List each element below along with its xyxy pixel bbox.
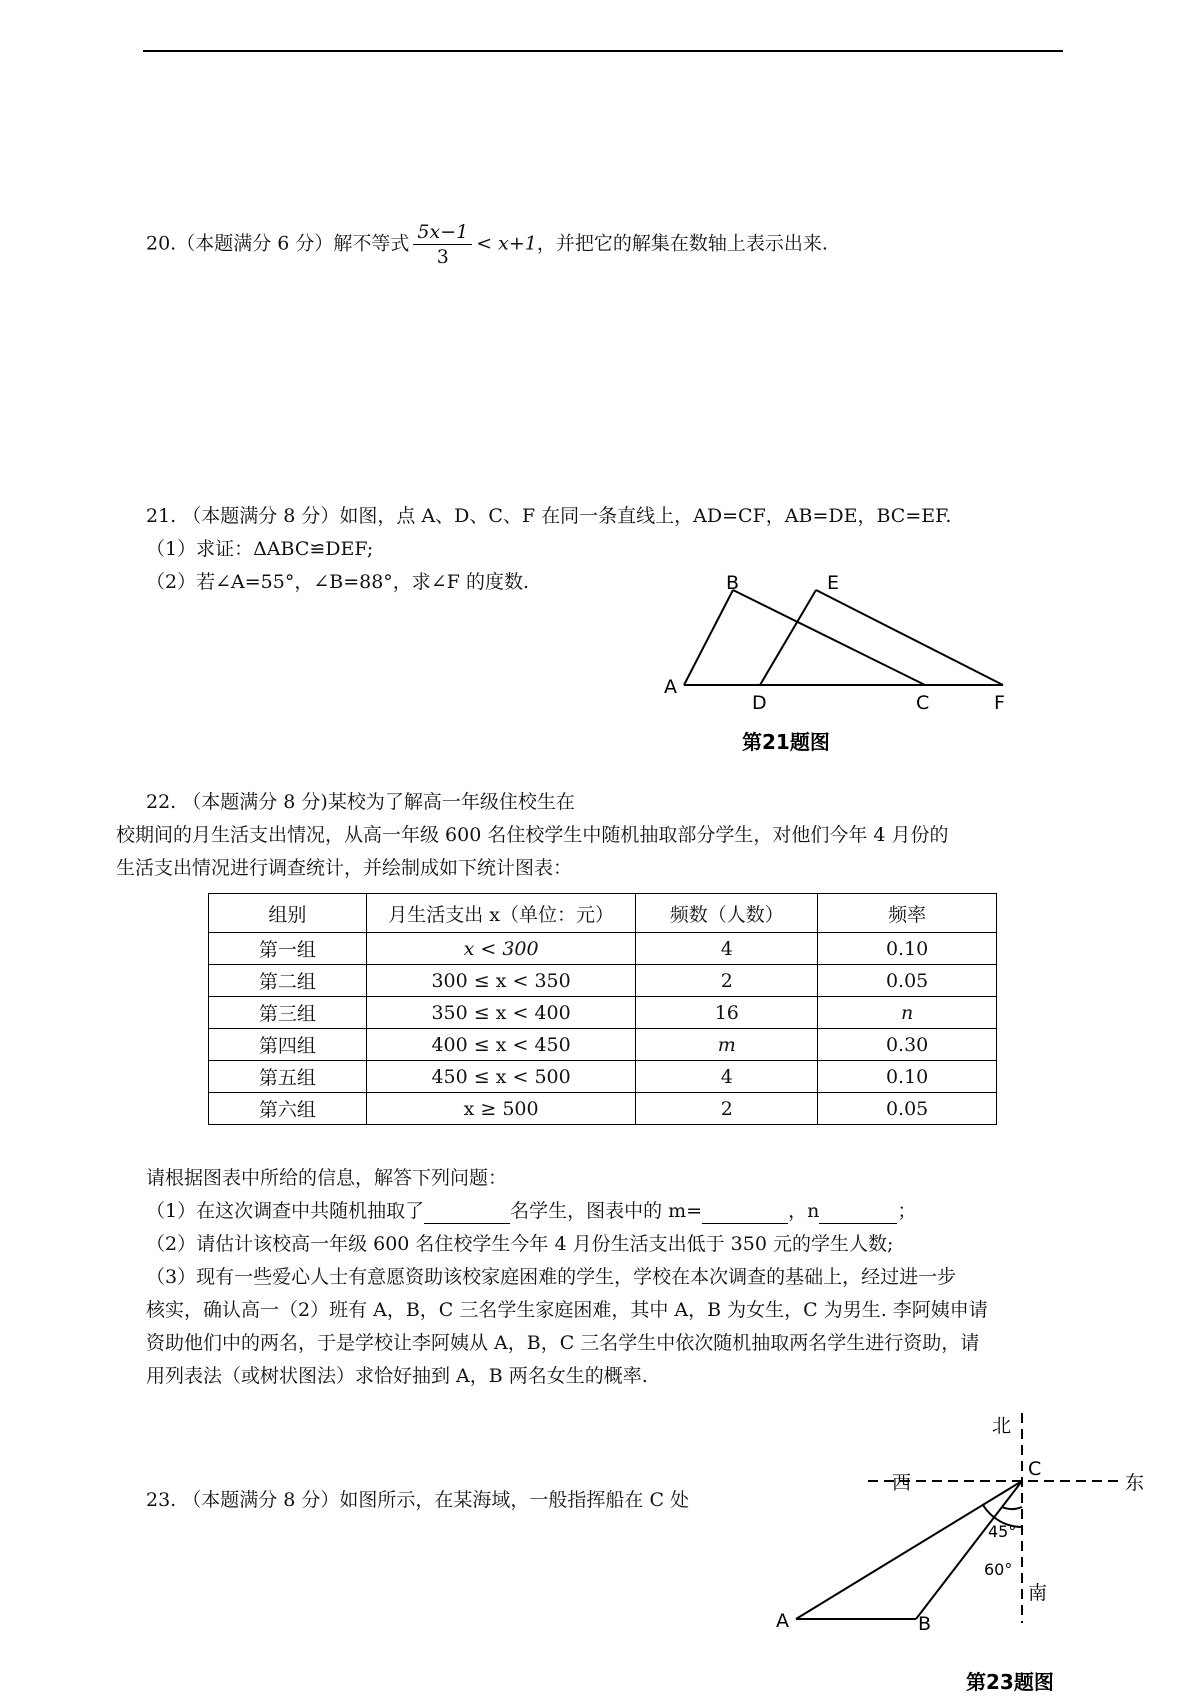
question-20 [146, 220, 828, 269]
cell: 300 ≤ x < 350 [366, 965, 636, 997]
label-b: B [918, 1613, 932, 1635]
label-south: 南 [1028, 1582, 1048, 1604]
label-angle-60: 60° [984, 1560, 1013, 1579]
cell: 第二组 [209, 965, 367, 997]
header-rule [143, 50, 1063, 52]
table-row [209, 965, 997, 997]
q22-sub-3-line-2: 核实，确认高一（2）班有 A，B，C 三名学生家庭困难，其中 A，B 为女生，C 为男生. 李阿姨申请 [146, 1299, 988, 1321]
cell: 4 [636, 1061, 818, 1093]
label-e: E [827, 575, 840, 594]
label-a: A [664, 676, 677, 698]
cell: 2 [636, 965, 818, 997]
table-row [209, 997, 997, 1029]
table-header-row [209, 894, 997, 933]
sub1-text-d: ； [897, 1200, 917, 1222]
statistics-table [208, 893, 997, 1125]
cell: 第四组 [209, 1029, 367, 1061]
table-row [209, 1093, 997, 1125]
segment-ca [796, 1481, 1022, 1619]
cell: 400 ≤ x < 450 [366, 1029, 636, 1061]
sub1-text-c: ，n [788, 1200, 820, 1222]
q22-sub-2: （2）请估计该校高一年级 600 名住校学生今年 4 月份生活支出低于 350 元的学生人数; [146, 1233, 894, 1255]
cell: 450 ≤ x < 500 [366, 1061, 636, 1093]
label-c: C [916, 692, 930, 714]
cell: 0.10 [818, 1061, 997, 1093]
q22-sub-1 [146, 1198, 916, 1224]
segment-de [760, 590, 816, 685]
segment-cb [916, 1481, 1022, 1619]
cell: n [818, 997, 997, 1029]
cell: 0.05 [818, 965, 997, 997]
cell: 第五组 [209, 1061, 367, 1093]
cell: 4 [636, 933, 818, 965]
segment-ab [684, 590, 733, 685]
q21-figure [660, 575, 1030, 755]
cell: 第三组 [209, 997, 367, 1029]
q20-fraction [413, 220, 472, 269]
q22-sub-3-line-1: （3）现有一些爱心人士有意愿资助该校家庭困难的学生，学校在本次调查的基础上，经过进一步 [146, 1266, 957, 1288]
answer-blank-count[interactable] [424, 1201, 510, 1224]
cell: 350 ≤ x < 400 [366, 997, 636, 1029]
label-east: 东 [1125, 1472, 1145, 1494]
cell: x < 300 [366, 933, 636, 965]
q20-tail: ，并把它的解集在数轴上表示出来. [536, 232, 828, 255]
cell: 第一组 [209, 933, 367, 965]
sub1-text-a: （1）在这次调查中共随机抽取了 [146, 1200, 425, 1222]
answer-blank-n[interactable] [819, 1201, 897, 1224]
label-angle-45: 45° [988, 1522, 1017, 1541]
q20-numerator: 5x−1 [413, 220, 472, 245]
label-a: A [776, 1610, 789, 1632]
q22-line-1: 22. （本题满分 8 分)某校为了解高一年级住校生在 [146, 791, 575, 813]
q21-line-3: （2）若∠A=55°，∠B=88°，求∠F 的度数. [146, 571, 529, 593]
header-expense: 月生活支出 x（单位：元） [366, 894, 636, 933]
table-row [209, 1029, 997, 1061]
q21-line-1: 21. （本题满分 8 分）如图，点 A、D、C、F 在同一条直线上，AD=CF，AB=DE，BC=EF. [146, 505, 952, 527]
q20-relation: < x+1 [476, 232, 537, 255]
cell: 第六组 [209, 1093, 367, 1125]
q20-lead: 20.（本题满分 6 分）解不等式 [146, 232, 410, 255]
q20-denominator: 3 [436, 246, 449, 268]
cell: 0.05 [818, 1093, 997, 1125]
header-frequency: 频数（人数） [636, 894, 818, 933]
q23-figure [770, 1405, 1180, 1695]
header-group: 组别 [209, 894, 367, 933]
q22-line-3: 生活支出情况进行调查统计，并绘制成如下统计图表： [116, 857, 573, 879]
q23-line-1: 23. （本题满分 8 分）如图所示，在某海域，一般指挥船在 C 处 [146, 1489, 690, 1511]
q21-line-2: （1）求证：ΔABC≌DEF; [146, 538, 374, 560]
header-rate: 频率 [818, 894, 997, 933]
segment-bc [733, 590, 925, 685]
q23-caption: 第23题图 [966, 1670, 1054, 1694]
cell: 0.10 [818, 933, 997, 965]
q22-line-2: 校期间的月生活支出情况，从高一年级 600 名住校学生中随机抽取部分学生，对他们今年 4 月份的 [116, 824, 949, 846]
cell: x ≥ 500 [366, 1093, 636, 1125]
table-row [209, 933, 997, 965]
label-west: 西 [892, 1472, 912, 1494]
label-north: 北 [992, 1415, 1012, 1437]
answer-blank-m[interactable] [702, 1201, 788, 1224]
cell: m [636, 1029, 818, 1061]
q22-intro: 请根据图表中所给的信息，解答下列问题： [146, 1167, 508, 1189]
label-c: C [1028, 1458, 1042, 1480]
segment-ef [816, 590, 1003, 685]
table-row [209, 1061, 997, 1093]
label-d: D [752, 692, 767, 714]
q22-sub-3-line-4: 用列表法（或树状图法）求恰好抽到 A，B 两名女生的概率. [146, 1365, 648, 1387]
cell: 16 [636, 997, 818, 1029]
q21-caption: 第21题图 [742, 730, 830, 754]
label-f: F [994, 692, 1005, 714]
sub1-text-b: 名学生，图表中的 m= [510, 1200, 703, 1222]
angle-arc-45 [1002, 1507, 1022, 1509]
cell: 2 [636, 1093, 818, 1125]
q22-sub-3-line-3: 资助他们中的两名，于是学校让李阿姨从 A，B，C 三名学生中依次随机抽取两名学生进行资助，请 [146, 1332, 980, 1354]
cell: 0.30 [818, 1029, 997, 1061]
label-b: B [726, 575, 740, 594]
